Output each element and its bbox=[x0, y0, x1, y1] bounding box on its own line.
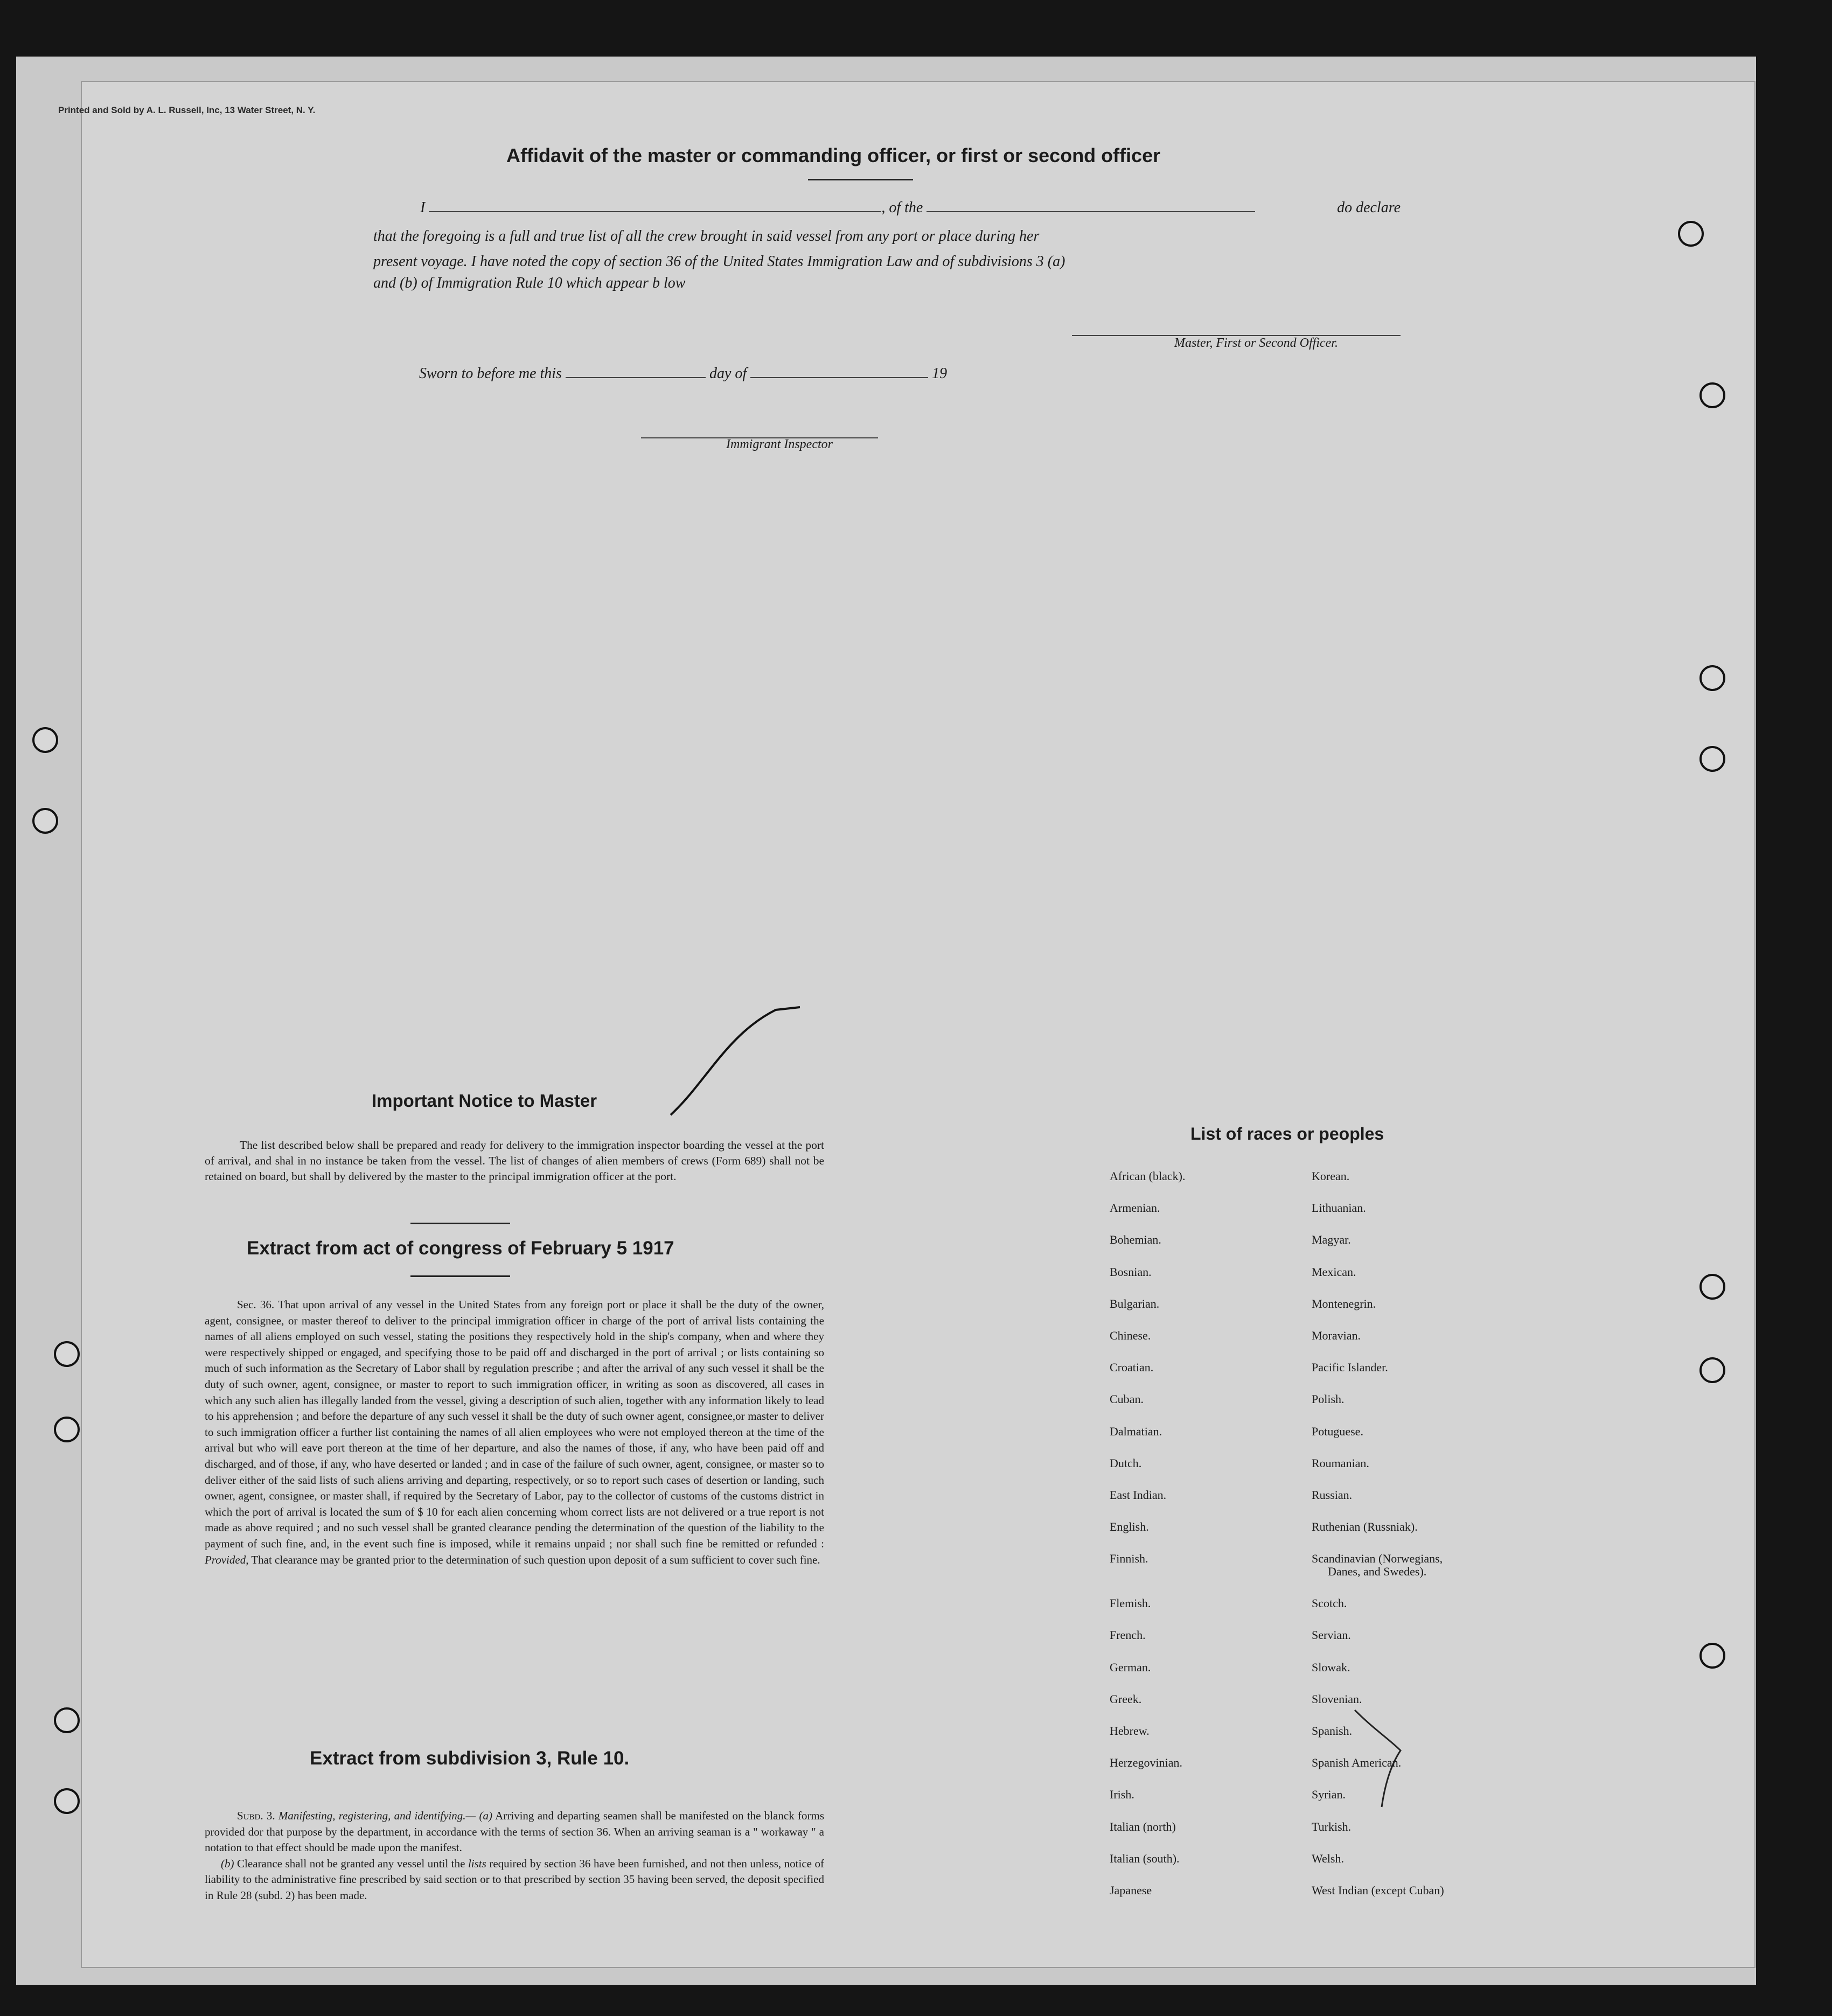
race-item: Montenegrin. bbox=[1312, 1296, 1376, 1310]
declaration-line-4: and (b) of Immigration Rule 10 which appear b low bbox=[373, 275, 686, 291]
act-extract-title: Extract from act of congress of February 5 1917 bbox=[247, 1238, 674, 1259]
subd-heading: Manifesting, registering, and identifying.— (a) bbox=[278, 1809, 492, 1822]
punch-hole bbox=[1699, 382, 1725, 408]
race-item: Bulgarian. bbox=[1110, 1296, 1160, 1310]
race-item: Mexican. bbox=[1312, 1265, 1356, 1279]
race-item: Slovenian. bbox=[1312, 1692, 1362, 1706]
race-item: Dalmatian. bbox=[1110, 1424, 1162, 1438]
races-column-right bbox=[1312, 1170, 1444, 1916]
punch-hole bbox=[1699, 665, 1725, 691]
punch-hole bbox=[1678, 221, 1704, 247]
race-item: Turkish. bbox=[1312, 1819, 1352, 1833]
race-item: Bosnian. bbox=[1110, 1265, 1152, 1279]
inspector-signature-field[interactable] bbox=[641, 425, 878, 438]
punch-hole bbox=[54, 1417, 80, 1442]
race-item-line-1: Scandinavian (Norwegians, bbox=[1312, 1552, 1443, 1566]
declaration-do-declare: do declare bbox=[1337, 199, 1401, 216]
race-item: Scotch. bbox=[1312, 1596, 1347, 1610]
para-b-text-2: required by section 36 have been furnished, and not then unless, notice of liability to the administrative fine prescribed by said section or to that prescribed by section 35 having been served, the deposit specified in Rule 28 (subd. 2) has been made. bbox=[205, 1857, 825, 1902]
race-item: Croatian. bbox=[1110, 1361, 1154, 1375]
punch-hole bbox=[1699, 1643, 1725, 1669]
race-item: Flemish. bbox=[1110, 1596, 1151, 1610]
race-item: Cuban. bbox=[1110, 1392, 1144, 1406]
race-item: Korean. bbox=[1312, 1169, 1350, 1183]
sworn-day-of: day of bbox=[709, 365, 747, 382]
race-item: Italian (north) bbox=[1110, 1819, 1176, 1833]
race-item: Potuguese. bbox=[1312, 1424, 1363, 1438]
section-36-body: That upon arrival of any vessel in the United States from any foreign port or place it shall be the duty of the owner, agent, consignee, or master thereof to deliver to the principal immigration officer in charge of the port of arrival lists containing the names of all aliens employed on such vessel, stating the positions they respectively hold in the ship's company, when and where they were respectively shipped or engaged, and specifying those to be paid off and discharged in the port of arrival ; or lists containing so much of such information as the Secretary of Labor shall by regulation prescribe ; and after the arrival of any such vessel it shall be the duty of such owner, agent, consignee, or master to report to such immigration officer, in writing as soon as discovered, all cases in which any such alien has illegally landed from the vessel, giving a description of such alien, together with any information likely to lead to his apprehension ; and before the departure of any such vessel it shall be the duty of such owner agent, consignee,or master to deliver to such immigration officer a further list containing the names of all alien employees who were not employed thereon at the time of the arrival but who will eave port thereon at the time of her departure, and also the names of those, if any, who have been paid off and discharged, and of those, if any, who have deserted or landed ; and in case of the failure of such owner, agent, consignee, or master so to deliver either of the said lists of such aliens arriving and departing, respectively, or so to report such cases of desertion or landing, such owner, agent, consignee, or master shall, if required by the Secretary of Labor, pay to the collector of customs of the customs district in which the port of arrival is located the sum of $ 10 for each alien concerning whom correct lists are not delivered or a true report is not made as above required ; and no such vessel shall be granted clearance pending the determination of the question of the liability to the payment of such fine, and, in the event such fine is imposed, while it remains unpaid ; nor shall such fine be remitted or refunded : bbox=[205, 1298, 824, 1550]
declaration-line-3: present voyage. I have noted the copy of section 36 of the United States Immigration Law and of subdivisions 3 (a) bbox=[373, 253, 1065, 270]
para-b-label: (b) bbox=[221, 1857, 234, 1870]
act-divider bbox=[410, 1275, 510, 1277]
race-item: Hebrew. bbox=[1110, 1724, 1150, 1738]
race-item: Ruthenian (Russniak). bbox=[1312, 1520, 1418, 1534]
position-field[interactable] bbox=[927, 199, 1255, 212]
para-b-text-1: Clearance shall not be granted any vessel until the bbox=[237, 1857, 465, 1870]
rule-extract-title: Extract from subdivision 3, Rule 10. bbox=[310, 1748, 630, 1769]
race-item: Roumanian. bbox=[1312, 1456, 1369, 1470]
race-item: West Indian (except Cuban) bbox=[1312, 1883, 1444, 1897]
title-underline bbox=[808, 179, 913, 180]
sworn-prefix: Sworn to before me this bbox=[419, 365, 562, 382]
punch-hole bbox=[54, 1707, 80, 1733]
declaration-i: I bbox=[420, 199, 426, 216]
race-item: Greek. bbox=[1110, 1692, 1142, 1706]
notice-title: Important Notice to Master bbox=[372, 1091, 597, 1111]
printer-imprint: Printed and Sold by A. L. Russell, Inc, 13 Water Street, N. Y. bbox=[58, 105, 316, 115]
race-item: Russian. bbox=[1312, 1488, 1353, 1502]
race-item-two-line bbox=[1312, 1552, 1444, 1597]
rule-10-para-a bbox=[205, 1808, 824, 1856]
race-item: Bohemian. bbox=[1110, 1233, 1161, 1247]
race-item: Dutch. bbox=[1110, 1456, 1142, 1470]
master-signature-label: Master, First or Second Officer. bbox=[1174, 336, 1338, 350]
race-item: Herzegovinian. bbox=[1110, 1756, 1182, 1770]
notice-text: The list described below shall be prepared and ready for delivery to the immigration inspector boarding the vessel at the port of arrival, and shal in no instance be taken from the vessel. The list of changes of alien members of crews (Form 689) shall not be retained on board, but shall by delivered by the master to the principal immigration officer at the port. bbox=[205, 1139, 824, 1183]
race-item: Servian. bbox=[1312, 1628, 1351, 1642]
race-item: Pacific Islander. bbox=[1312, 1361, 1388, 1375]
race-item: Welsh. bbox=[1312, 1851, 1344, 1865]
race-item: Polish. bbox=[1312, 1392, 1345, 1406]
race-item: Japanese bbox=[1110, 1883, 1152, 1897]
punch-hole bbox=[54, 1341, 80, 1367]
race-item: German. bbox=[1110, 1660, 1151, 1674]
races-column-left bbox=[1110, 1170, 1185, 1916]
section-36-body-end: That clearance may be granted prior to the determination of such question upon deposit of a sum sufficient to cover such fine. bbox=[251, 1553, 820, 1566]
race-item: Lithuanian. bbox=[1312, 1201, 1366, 1215]
punch-hole bbox=[1699, 1274, 1725, 1300]
race-item: Syrian. bbox=[1312, 1788, 1346, 1802]
subd-label: Subd. 3. bbox=[237, 1809, 275, 1822]
sworn-year: 19 bbox=[932, 365, 948, 382]
race-item: African (black). bbox=[1110, 1169, 1186, 1183]
race-item: Finnish. bbox=[1110, 1552, 1148, 1566]
race-item: French. bbox=[1110, 1628, 1146, 1642]
master-signature-field[interactable] bbox=[1072, 323, 1401, 336]
race-item: Armenian. bbox=[1110, 1201, 1160, 1215]
race-item: Spanish American. bbox=[1312, 1756, 1402, 1770]
declaration-line-1 bbox=[420, 199, 1401, 217]
punch-hole bbox=[1699, 1357, 1725, 1383]
section-36-text bbox=[205, 1297, 824, 1568]
punch-hole bbox=[1699, 746, 1725, 772]
notice-divider bbox=[410, 1223, 510, 1224]
race-item: Chinese. bbox=[1110, 1328, 1151, 1342]
declaration-of-the: , of the bbox=[881, 199, 923, 216]
race-item: Italian (south). bbox=[1110, 1851, 1180, 1865]
sworn-day-field[interactable] bbox=[566, 365, 706, 378]
race-item: Spanish. bbox=[1312, 1724, 1353, 1738]
race-item: East Indian. bbox=[1110, 1488, 1167, 1502]
race-item: English. bbox=[1110, 1520, 1149, 1534]
notice-body bbox=[205, 1138, 824, 1184]
sworn-line bbox=[419, 365, 947, 382]
declaration-line-2: that the foregoing is a full and true list of all the crew brought in said vessel from any port or place during her bbox=[373, 228, 1040, 245]
affidavit-page bbox=[81, 81, 1756, 1968]
provided-word: Provided, bbox=[205, 1553, 249, 1566]
punch-hole bbox=[32, 808, 58, 834]
race-item: Irish. bbox=[1110, 1788, 1134, 1802]
section-36-label: Sec. 36. bbox=[237, 1298, 275, 1311]
sworn-month-field[interactable] bbox=[750, 365, 928, 378]
rule-10-text bbox=[205, 1808, 824, 1904]
punch-hole bbox=[54, 1788, 80, 1814]
race-item-line-2: Danes, and Swedes). bbox=[1328, 1565, 1427, 1579]
inspector-label: Immigrant Inspector bbox=[726, 437, 833, 451]
rule-10-para-b bbox=[205, 1856, 824, 1904]
affidavit-title: Affidavit of the master or commanding officer, or first or second officer bbox=[506, 144, 1161, 166]
race-item: Moravian. bbox=[1312, 1328, 1361, 1342]
para-b-lists: lists bbox=[468, 1857, 486, 1870]
name-field[interactable] bbox=[429, 199, 881, 212]
races-title: List of races or peoples bbox=[1190, 1124, 1384, 1143]
para-a-text: Arriving and departing seamen shall be manifested on the blanck forms provided dor that purpose by the department, in accordance with the terms of section 36. When an arriving seaman is a " workaway " a notation to that effect should be made upon the manifest. bbox=[205, 1809, 825, 1854]
race-item: Magyar. bbox=[1312, 1233, 1351, 1247]
punch-hole bbox=[32, 727, 58, 753]
race-item: Slowak. bbox=[1312, 1660, 1350, 1674]
